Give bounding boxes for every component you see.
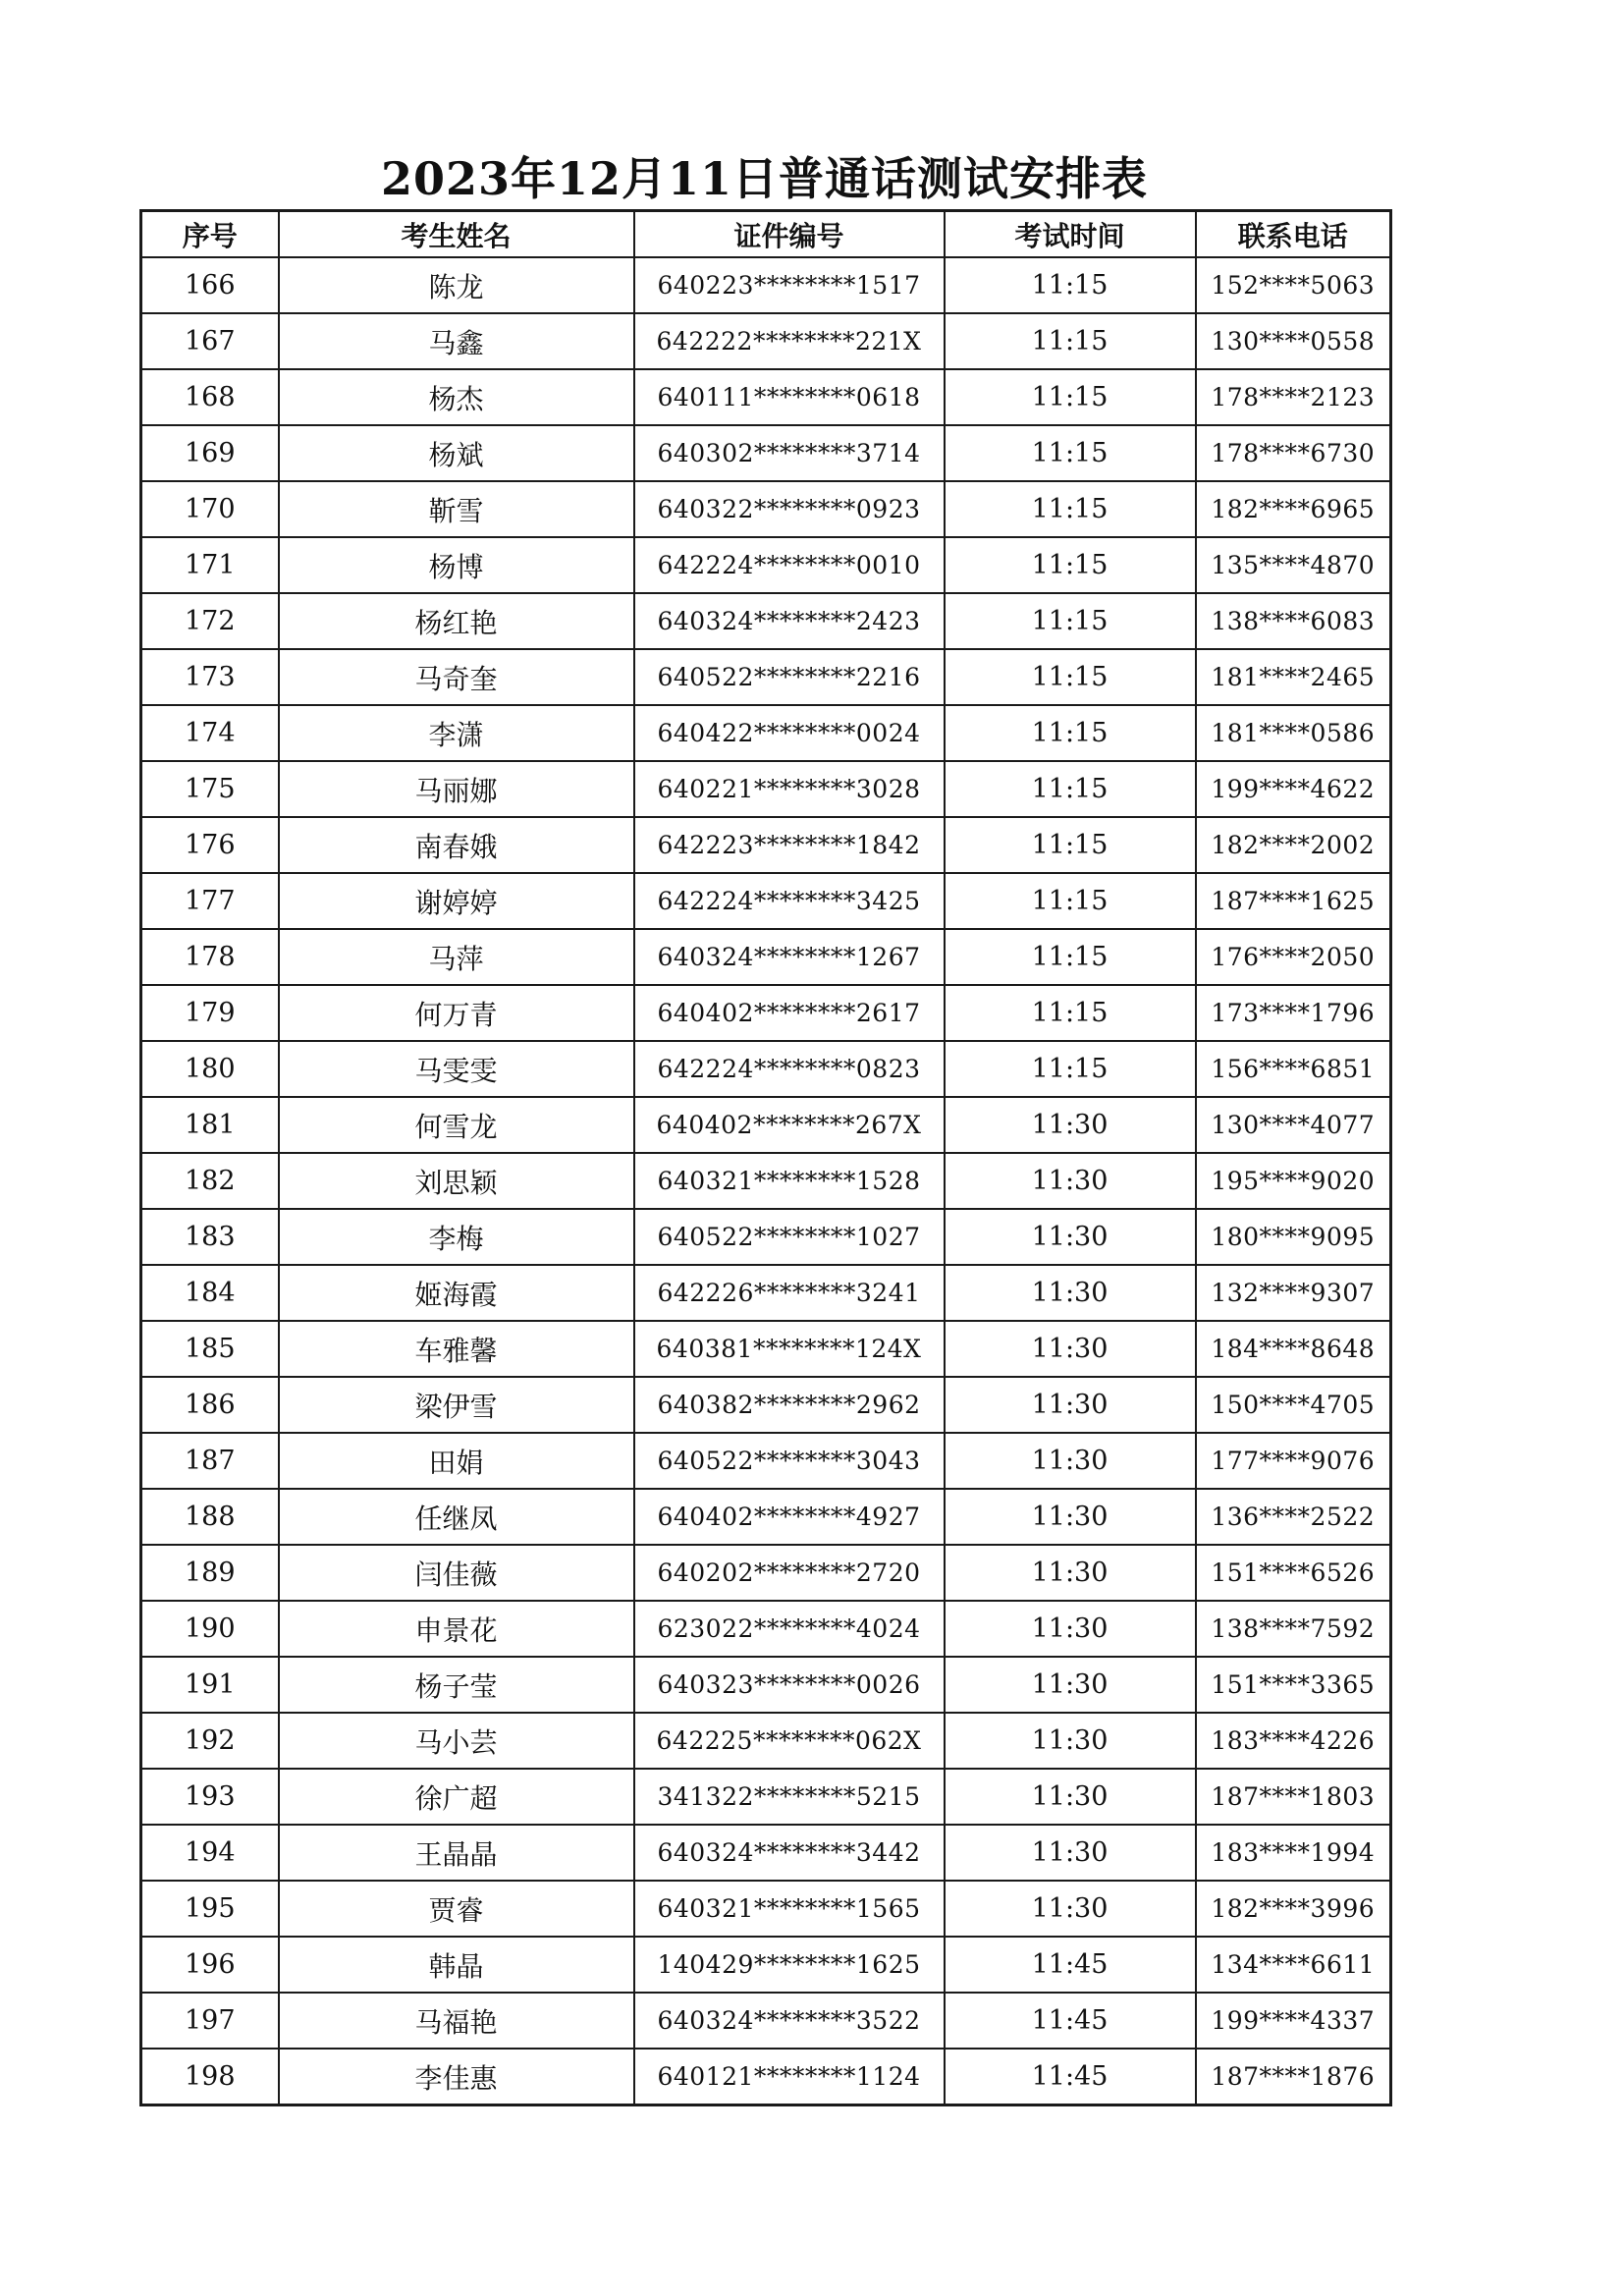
cell-seq: 186	[141, 1377, 279, 1433]
cell-name: 南春娥	[279, 817, 634, 873]
table-row	[141, 313, 1391, 369]
cell-name: 杨斌	[279, 425, 634, 481]
cell-seq: 170	[141, 481, 279, 537]
cell-seq: 174	[141, 705, 279, 761]
cell-exam-time: 11:30	[945, 1097, 1196, 1153]
schedule-table	[139, 209, 1392, 2106]
cell-seq: 194	[141, 1825, 279, 1881]
cell-name: 闫佳薇	[279, 1545, 634, 1601]
cell-id-number: 341322********5215	[634, 1769, 945, 1825]
cell-name: 马奇奎	[279, 649, 634, 705]
table-row	[141, 1097, 1391, 1153]
table-row	[141, 1825, 1391, 1881]
cell-phone: 182****2002	[1196, 817, 1391, 873]
cell-phone: 178****2123	[1196, 369, 1391, 425]
table-row	[141, 1881, 1391, 1937]
cell-id-number: 640324********3442	[634, 1825, 945, 1881]
header-phone: 联系电话	[1196, 211, 1391, 258]
cell-exam-time: 11:45	[945, 1937, 1196, 1993]
header-exam-time: 考试时间	[945, 211, 1196, 258]
cell-phone: 183****4226	[1196, 1713, 1391, 1769]
cell-name: 姬海霞	[279, 1265, 634, 1321]
cell-seq: 180	[141, 1041, 279, 1097]
cell-exam-time: 11:15	[945, 425, 1196, 481]
cell-exam-time: 11:30	[945, 1153, 1196, 1209]
cell-phone: 152****5063	[1196, 257, 1391, 313]
table-row	[141, 873, 1391, 929]
table-header-row	[141, 211, 1391, 258]
cell-id-number: 640321********1528	[634, 1153, 945, 1209]
cell-exam-time: 11:15	[945, 369, 1196, 425]
cell-name: 杨子莹	[279, 1657, 634, 1713]
cell-seq: 167	[141, 313, 279, 369]
cell-name: 贾睿	[279, 1881, 634, 1937]
cell-id-number: 640402********2617	[634, 985, 945, 1041]
cell-seq: 175	[141, 761, 279, 817]
cell-name: 刘思颖	[279, 1153, 634, 1209]
cell-seq: 176	[141, 817, 279, 873]
cell-phone: 187****1625	[1196, 873, 1391, 929]
cell-id-number: 640322********0923	[634, 481, 945, 537]
table-row	[141, 369, 1391, 425]
cell-seq: 178	[141, 929, 279, 985]
cell-phone: 183****1994	[1196, 1825, 1391, 1881]
table-row	[141, 257, 1391, 313]
cell-phone: 176****2050	[1196, 929, 1391, 985]
cell-name: 田娟	[279, 1433, 634, 1489]
cell-exam-time: 11:15	[945, 705, 1196, 761]
table-row	[141, 1489, 1391, 1545]
cell-id-number: 640324********2423	[634, 593, 945, 649]
table-row	[141, 1657, 1391, 1713]
cell-name: 杨红艳	[279, 593, 634, 649]
table-row	[141, 929, 1391, 985]
cell-name: 王晶晶	[279, 1825, 634, 1881]
cell-phone: 151****6526	[1196, 1545, 1391, 1601]
table-row	[141, 1993, 1391, 2049]
cell-name: 谢婷婷	[279, 873, 634, 929]
cell-exam-time: 11:30	[945, 1209, 1196, 1265]
cell-exam-time: 11:15	[945, 761, 1196, 817]
cell-exam-time: 11:15	[945, 481, 1196, 537]
cell-id-number: 640402********267X	[634, 1097, 945, 1153]
cell-name: 车雅馨	[279, 1321, 634, 1377]
cell-id-number: 640382********2962	[634, 1377, 945, 1433]
cell-name: 马丽娜	[279, 761, 634, 817]
cell-id-number: 640111********0618	[634, 369, 945, 425]
cell-id-number: 642223********1842	[634, 817, 945, 873]
cell-seq: 192	[141, 1713, 279, 1769]
cell-exam-time: 11:15	[945, 593, 1196, 649]
header-seq: 序号	[141, 211, 279, 258]
table-row	[141, 1433, 1391, 1489]
cell-phone: 178****6730	[1196, 425, 1391, 481]
cell-id-number: 640121********1124	[634, 2049, 945, 2105]
cell-phone: 182****6965	[1196, 481, 1391, 537]
cell-phone: 150****4705	[1196, 1377, 1391, 1433]
table-row	[141, 985, 1391, 1041]
table-row	[141, 1377, 1391, 1433]
cell-seq: 182	[141, 1153, 279, 1209]
table-row	[141, 705, 1391, 761]
cell-id-number: 640323********0026	[634, 1657, 945, 1713]
cell-phone: 187****1876	[1196, 2049, 1391, 2105]
table-row	[141, 1713, 1391, 1769]
table-row	[141, 1769, 1391, 1825]
cell-phone: 182****3996	[1196, 1881, 1391, 1937]
cell-seq: 179	[141, 985, 279, 1041]
cell-id-number: 623022********4024	[634, 1601, 945, 1657]
cell-exam-time: 11:15	[945, 873, 1196, 929]
cell-seq: 190	[141, 1601, 279, 1657]
cell-name: 李佳惠	[279, 2049, 634, 2105]
table-row	[141, 2049, 1391, 2105]
cell-seq: 191	[141, 1657, 279, 1713]
cell-seq: 187	[141, 1433, 279, 1489]
cell-exam-time: 11:15	[945, 985, 1196, 1041]
cell-name: 马雯雯	[279, 1041, 634, 1097]
cell-exam-time: 11:30	[945, 1321, 1196, 1377]
cell-seq: 168	[141, 369, 279, 425]
cell-seq: 173	[141, 649, 279, 705]
cell-phone: 138****7592	[1196, 1601, 1391, 1657]
cell-seq: 171	[141, 537, 279, 593]
cell-name: 何万青	[279, 985, 634, 1041]
cell-phone: 195****9020	[1196, 1153, 1391, 1209]
cell-exam-time: 11:30	[945, 1713, 1196, 1769]
cell-name: 何雪龙	[279, 1097, 634, 1153]
cell-name: 陈龙	[279, 257, 634, 313]
table-row	[141, 481, 1391, 537]
cell-name: 任继凤	[279, 1489, 634, 1545]
cell-seq: 189	[141, 1545, 279, 1601]
cell-phone: 130****4077	[1196, 1097, 1391, 1153]
cell-exam-time: 11:30	[945, 1881, 1196, 1937]
cell-phone: 187****1803	[1196, 1769, 1391, 1825]
cell-phone: 199****4622	[1196, 761, 1391, 817]
cell-id-number: 642226********3241	[634, 1265, 945, 1321]
cell-id-number: 640202********2720	[634, 1545, 945, 1601]
cell-id-number: 642224********3425	[634, 873, 945, 929]
table-row	[141, 537, 1391, 593]
table-row	[141, 761, 1391, 817]
cell-id-number: 642224********0010	[634, 537, 945, 593]
cell-exam-time: 11:15	[945, 537, 1196, 593]
cell-exam-time: 11:45	[945, 1993, 1196, 2049]
cell-name: 马鑫	[279, 313, 634, 369]
cell-phone: 135****4870	[1196, 537, 1391, 593]
cell-name: 李梅	[279, 1209, 634, 1265]
cell-seq: 166	[141, 257, 279, 313]
cell-exam-time: 11:15	[945, 313, 1196, 369]
table-row	[141, 1153, 1391, 1209]
cell-phone: 181****0586	[1196, 705, 1391, 761]
cell-name: 李潇	[279, 705, 634, 761]
cell-exam-time: 11:30	[945, 1601, 1196, 1657]
cell-exam-time: 11:30	[945, 1489, 1196, 1545]
table-row	[141, 1265, 1391, 1321]
table-row	[141, 649, 1391, 705]
cell-id-number: 640223********1517	[634, 257, 945, 313]
cell-id-number: 640302********3714	[634, 425, 945, 481]
cell-phone: 184****8648	[1196, 1321, 1391, 1377]
table-row	[141, 1321, 1391, 1377]
cell-id-number: 640402********4927	[634, 1489, 945, 1545]
cell-seq: 184	[141, 1265, 279, 1321]
cell-phone: 177****9076	[1196, 1433, 1391, 1489]
cell-name: 马小芸	[279, 1713, 634, 1769]
table-body	[141, 257, 1391, 2105]
header-name: 考生姓名	[279, 211, 634, 258]
cell-name: 徐广超	[279, 1769, 634, 1825]
cell-exam-time: 11:15	[945, 1041, 1196, 1097]
cell-id-number: 140429********1625	[634, 1937, 945, 1993]
cell-exam-time: 11:30	[945, 1825, 1196, 1881]
cell-id-number: 640324********3522	[634, 1993, 945, 2049]
table-row	[141, 593, 1391, 649]
cell-name: 杨博	[279, 537, 634, 593]
cell-exam-time: 11:30	[945, 1545, 1196, 1601]
cell-phone: 134****6611	[1196, 1937, 1391, 1993]
cell-name: 杨杰	[279, 369, 634, 425]
cell-exam-time: 11:15	[945, 817, 1196, 873]
cell-id-number: 640381********124X	[634, 1321, 945, 1377]
table-row	[141, 1545, 1391, 1601]
cell-phone: 181****2465	[1196, 649, 1391, 705]
cell-exam-time: 11:15	[945, 649, 1196, 705]
cell-exam-time: 11:45	[945, 2049, 1196, 2105]
cell-id-number: 640321********1565	[634, 1881, 945, 1937]
table-row	[141, 1209, 1391, 1265]
cell-seq: 196	[141, 1937, 279, 1993]
cell-phone: 138****6083	[1196, 593, 1391, 649]
cell-id-number: 640221********3028	[634, 761, 945, 817]
cell-id-number: 642225********062X	[634, 1713, 945, 1769]
cell-id-number: 640522********2216	[634, 649, 945, 705]
cell-exam-time: 11:30	[945, 1433, 1196, 1489]
cell-exam-time: 11:30	[945, 1377, 1196, 1433]
header-id-number: 证件编号	[634, 211, 945, 258]
cell-phone: 136****2522	[1196, 1489, 1391, 1545]
cell-id-number: 640324********1267	[634, 929, 945, 985]
cell-exam-time: 11:30	[945, 1657, 1196, 1713]
cell-name: 靳雪	[279, 481, 634, 537]
cell-name: 申景花	[279, 1601, 634, 1657]
cell-exam-time: 11:30	[945, 1265, 1196, 1321]
table-row	[141, 817, 1391, 873]
cell-seq: 188	[141, 1489, 279, 1545]
cell-phone: 151****3365	[1196, 1657, 1391, 1713]
table-row	[141, 1937, 1391, 1993]
cell-id-number: 640422********0024	[634, 705, 945, 761]
cell-id-number: 642224********0823	[634, 1041, 945, 1097]
table-row	[141, 1041, 1391, 1097]
cell-name: 马福艳	[279, 1993, 634, 2049]
cell-id-number: 640522********1027	[634, 1209, 945, 1265]
cell-exam-time: 11:30	[945, 1769, 1196, 1825]
cell-phone: 180****9095	[1196, 1209, 1391, 1265]
cell-exam-time: 11:15	[945, 929, 1196, 985]
cell-seq: 198	[141, 2049, 279, 2105]
table-row	[141, 425, 1391, 481]
cell-seq: 177	[141, 873, 279, 929]
cell-phone: 132****9307	[1196, 1265, 1391, 1321]
cell-name: 韩晶	[279, 1937, 634, 1993]
cell-seq: 197	[141, 1993, 279, 2049]
cell-seq: 172	[141, 593, 279, 649]
table-row	[141, 1601, 1391, 1657]
page-title: 2023年12月11日普通话测试安排表	[380, 152, 1149, 205]
cell-id-number: 642222********221X	[634, 313, 945, 369]
cell-phone: 199****4337	[1196, 1993, 1391, 2049]
cell-seq: 195	[141, 1881, 279, 1937]
cell-phone: 156****6851	[1196, 1041, 1391, 1097]
cell-name: 梁伊雪	[279, 1377, 634, 1433]
cell-seq: 183	[141, 1209, 279, 1265]
cell-seq: 169	[141, 425, 279, 481]
cell-id-number: 640522********3043	[634, 1433, 945, 1489]
cell-phone: 130****0558	[1196, 313, 1391, 369]
cell-seq: 181	[141, 1097, 279, 1153]
cell-phone: 173****1796	[1196, 985, 1391, 1041]
cell-exam-time: 11:15	[945, 257, 1196, 313]
cell-seq: 185	[141, 1321, 279, 1377]
cell-seq: 193	[141, 1769, 279, 1825]
cell-name: 马萍	[279, 929, 634, 985]
